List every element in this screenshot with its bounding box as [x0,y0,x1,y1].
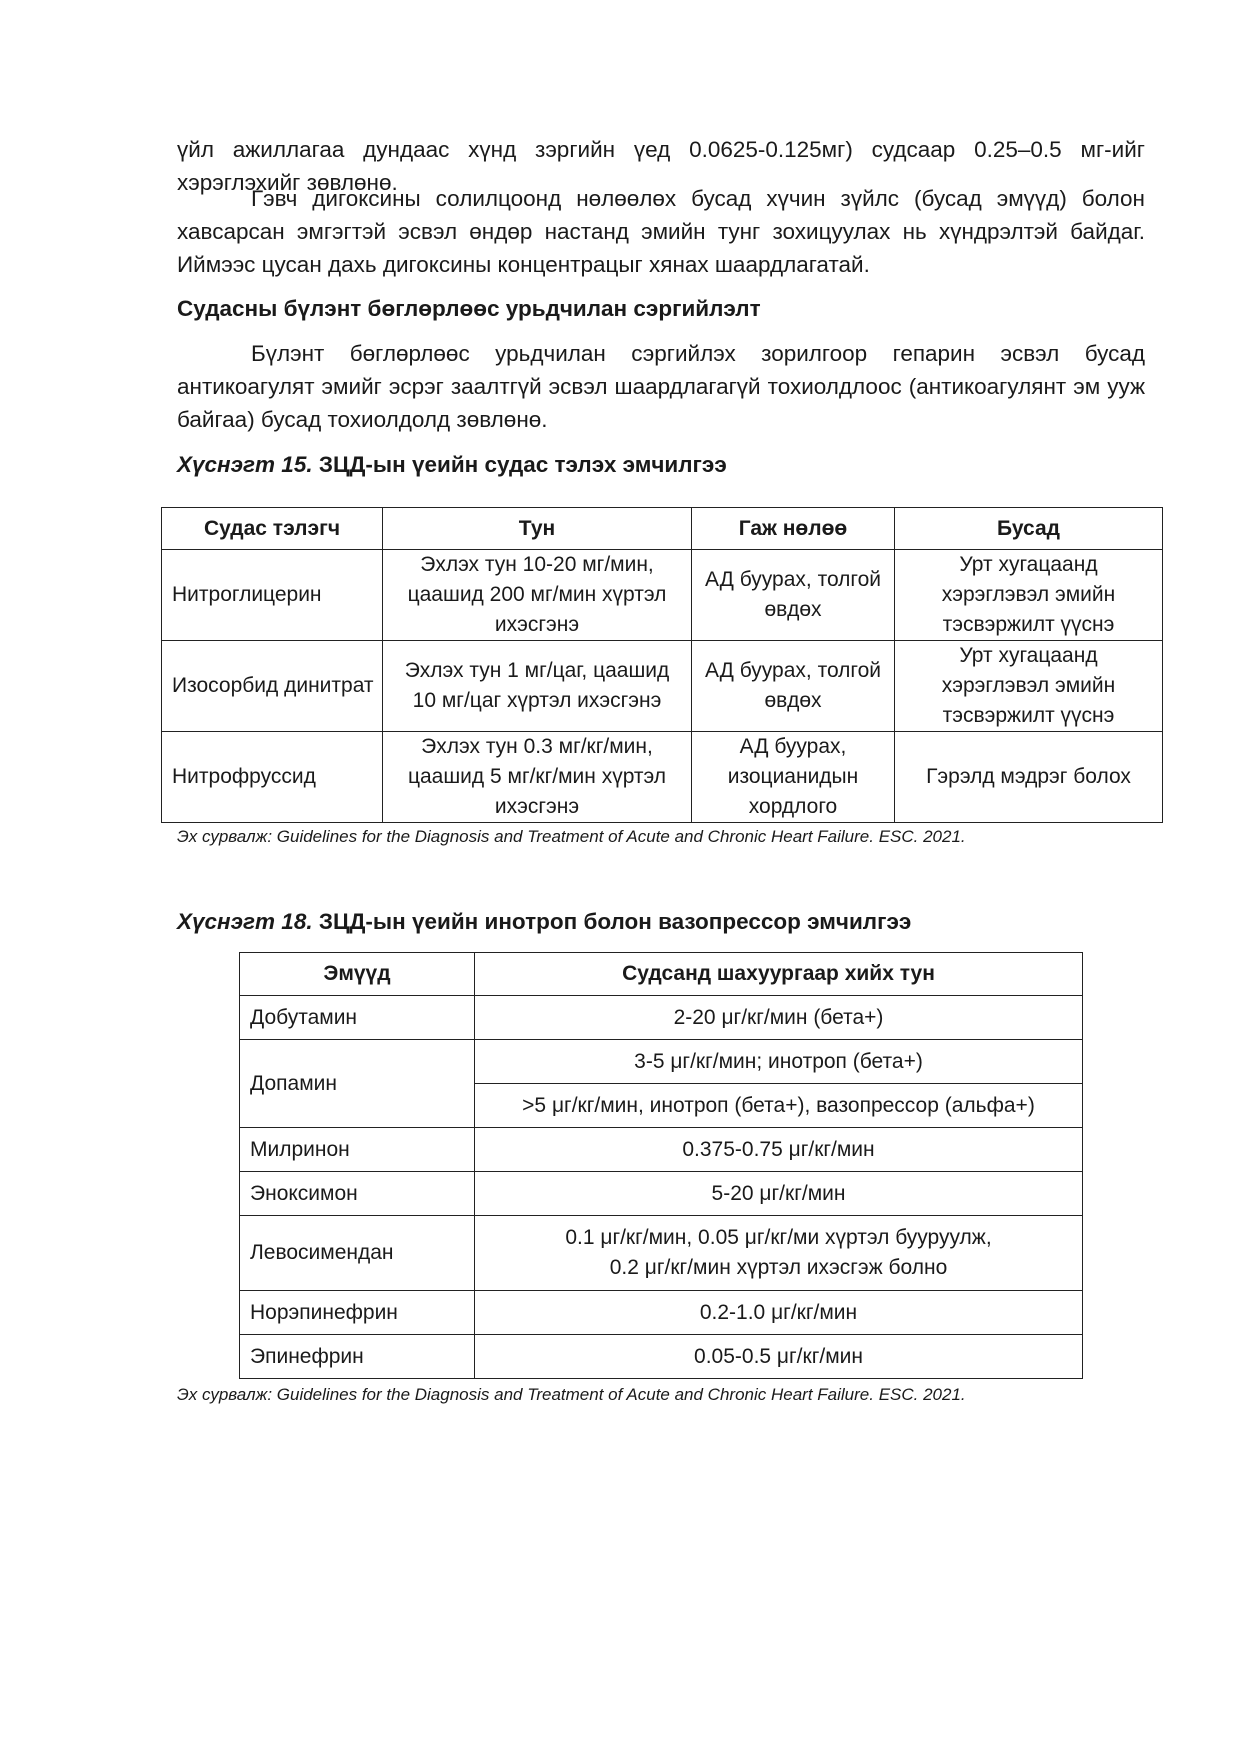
cell-drug: Милринон [240,1128,475,1172]
cell-dose: 0.2-1.0 μг/кг/мин [475,1291,1083,1335]
cell-side-effect: АД буурах, изоцианидын хордлого [692,732,895,823]
table-row [240,1335,1083,1379]
table15-source: Эх сурвалж: Guidelines for the Diagnosis and Treatment of Acute and Chronic Heart Failure. ESC. 2021. [177,827,966,846]
cell-dose: Эхлэх тун 1 мг/цаг, цаашид 10 мг/цаг хүртэл ихэсгэнэ [383,641,692,732]
paragraph-thrombosis-prevention: Бүлэнт бөглөрлөөс урьдчилан сэргийлэх зорилгоор гепарин эсвэл бусад антикоагулят эмийг эсрэг заалтгүй эсвэл шаардлагагүй тохиолдлоос (антикоагулянт эм ууж байгаа) бусад тохиолдолд зөвлөнө. [177,341,1145,432]
cell-other: Урт хугацаанд хэрэглэвэл эмийн тэсвэржилт үүснэ [895,641,1163,732]
cell-other: Гэрэлд мэдрэг болох [895,732,1163,823]
cell-drug: Допамин [240,1040,475,1128]
cell-dose: 5-20 μг/кг/мин [475,1172,1083,1216]
inotrope-vasopressor-table [239,952,1083,1379]
cell-drug: Левосимендан [240,1216,475,1291]
cell-dose: Эхлэх тун 0.3 мг/кг/мин, цаашид 5 мг/кг/мин хүртэл ихэсгэнэ [383,732,692,823]
table-row [240,1172,1083,1216]
table18-caption-number: Хүснэгт 18. [177,909,313,934]
cell-side-effect: АД буурах, толгой өвдөх [692,550,895,641]
header-vasodilator: Судас тэлэгч [162,508,383,550]
table-header-row [240,953,1083,996]
table-row [162,732,1163,823]
table18-caption-title: ЗЦД-ын үеийн инотроп болон вазопрессор эмчилгээ [312,909,912,934]
header-drugs: Эмүүд [240,953,475,996]
table15-caption-title: ЗЦД-ын үеийн судас тэлэх эмчилгээ [312,452,727,477]
cell-drug: Изосорбид динитрат [162,641,383,732]
header-infusion-dose: Судсанд шахуургаар хийх тун [475,953,1083,996]
table-header-row [162,508,1163,550]
table15-caption-number: Хүснэгт 15. [177,452,313,477]
vasodilator-table [161,507,1163,823]
table18-caption [177,907,911,937]
table15-caption [177,450,727,480]
table-row [162,550,1163,641]
cell-dose-secondary: >5 μг/кг/мин, инотроп (бета+), вазопрессор (альфа+) [475,1084,1083,1128]
cell-dose: 0.05-0.5 μг/кг/мин [475,1335,1083,1379]
section-heading-thrombosis: Судасны бүлэнт бөглөрлөөс урьдчилан сэргийлэлт [177,296,761,321]
header-other: Бусад [895,508,1163,550]
table-row [240,1291,1083,1335]
dose-line-1: 0.1 μг/кг/мин, 0.05 μг/кг/ми хүртэл бууруулж, [565,1226,992,1249]
cell-dose [475,1216,1083,1291]
cell-dose: 2-20 μг/кг/мин (бета+) [475,996,1083,1040]
dose-line-2: 0.2 μг/кг/мин хүртэл ихэсгэж болно [609,1256,948,1279]
cell-drug: Нитроглицерин [162,550,383,641]
cell-dose: 0.375-0.75 μг/кг/мин [475,1128,1083,1172]
paragraph-digoxin-dose: үйл ажиллагаа дундаас хүнд зэргийн үед 0.0625-0.125мг) судсаар 0.25–0.5 мг-ийг хэрэглэхийг зөвлөнө. [177,137,1145,195]
cell-side-effect: АД буурах, толгой өвдөх [692,641,895,732]
cell-dose: Эхлэх тун 10-20 мг/мин, цаашид 200 мг/мин хүртэл ихэсгэнэ [383,550,692,641]
cell-dose: 3-5 μг/кг/мин; инотроп (бета+) [475,1040,1083,1084]
cell-drug: Норэпинефрин [240,1291,475,1335]
cell-drug: Эпинефрин [240,1335,475,1379]
table-row [240,996,1083,1040]
cell-other: Урт хугацаанд хэрэглэвэл эмийн тэсвэржилт үүснэ [895,550,1163,641]
cell-drug: Эноксимон [240,1172,475,1216]
cell-drug: Нитрофруссид [162,732,383,823]
table-row [240,1216,1083,1291]
table18-source: Эх сурвалж: Guidelines for the Diagnosis and Treatment of Acute and Chronic Heart Failure. ESC. 2021. [177,1385,966,1404]
table-row [162,641,1163,732]
cell-drug: Добутамин [240,996,475,1040]
paragraph-digoxin-monitoring: Гэвч дигоксины солилцоонд нөлөөлөх бусад хүчин зүйлс (бусад эмүүд) болон хавсарсан эмгэгтэй эсвэл өндөр настанд эмийн тунг зохицуулах нь хүндрэлтэй байдаг. Иймээс цусан дахь дигоксины концентрацыг хянах шаардлагатай. [177,186,1145,277]
table-row [240,1040,1083,1084]
header-side-effect: Гаж нөлөө [692,508,895,550]
table-row [240,1128,1083,1172]
header-dose: Тун [383,508,692,550]
